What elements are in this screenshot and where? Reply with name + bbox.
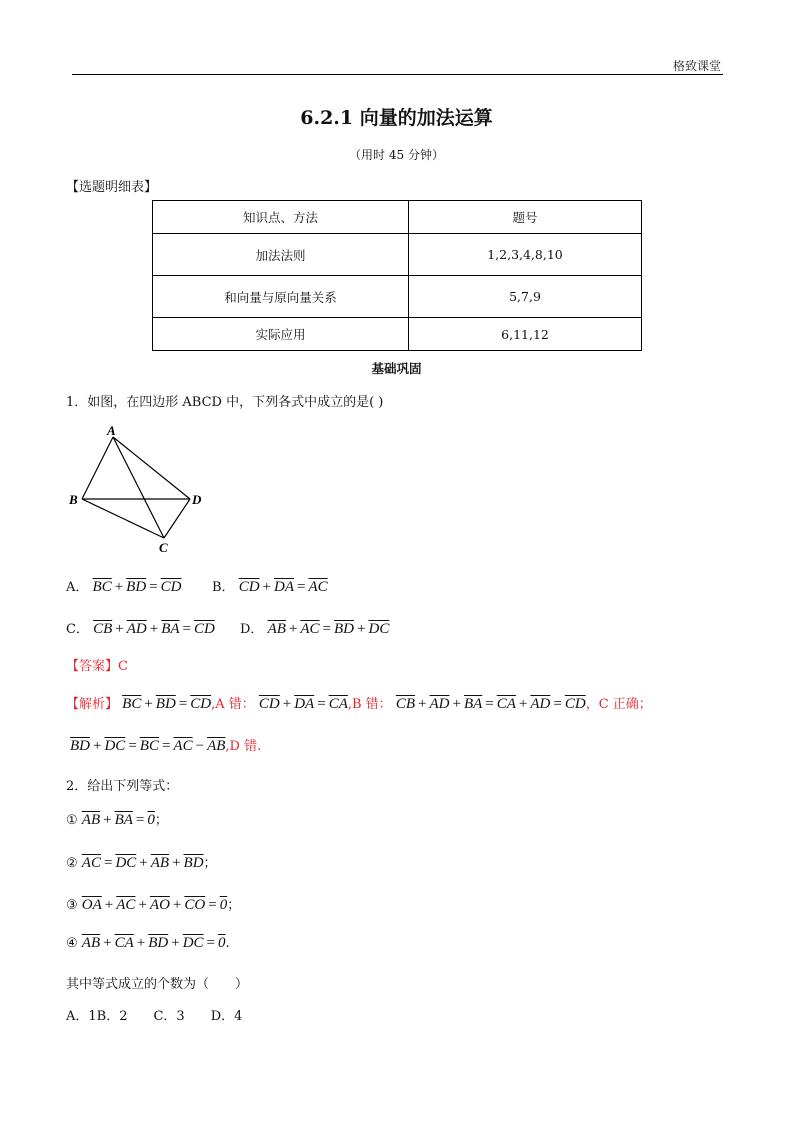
- header-rule: [72, 74, 723, 75]
- analysis-text: ,B 错：: [347, 697, 392, 712]
- q1-option-d[interactable]: [240, 618, 389, 638]
- operator: =: [485, 696, 494, 712]
- operator: =: [297, 579, 306, 595]
- vector: $\overline{CA}$: [328, 696, 348, 712]
- q1-option-b[interactable]: [212, 576, 328, 596]
- vector: $\overline{CB}$: [93, 621, 113, 637]
- item-mark: ③: [66, 898, 78, 913]
- operator: =: [553, 696, 562, 712]
- analysis-expr: [70, 739, 225, 754]
- section-heading: 基础巩固: [371, 361, 422, 376]
- table-header-row: [153, 201, 642, 234]
- operator: +: [288, 621, 298, 637]
- operator: =: [103, 855, 113, 871]
- edge-ad: [113, 437, 190, 499]
- option-label: A．: [66, 580, 89, 595]
- operator: +: [138, 897, 147, 913]
- quadrilateral-figure: [66, 420, 216, 560]
- edge-ab: [82, 437, 113, 499]
- operator: =: [182, 621, 191, 637]
- item-end: ；: [203, 856, 217, 871]
- answer-label: 【答案】: [66, 659, 119, 674]
- detail-table-label: 【选题明细表】: [66, 180, 158, 195]
- page-title: 6.2.1 向量的加法运算: [300, 107, 493, 129]
- table-header-cell: 题号: [409, 201, 642, 234]
- vector: $\overline{BC}$: [122, 696, 142, 712]
- operator: +: [171, 935, 180, 951]
- quadrilateral-diagram: [66, 420, 216, 560]
- operator: +: [357, 621, 366, 637]
- detail-table: [152, 200, 642, 351]
- vector: $\overline{CD}$: [194, 621, 215, 637]
- item-expr: [82, 936, 218, 951]
- vector: $\overline{BA}$: [463, 696, 483, 712]
- operator: +: [103, 935, 112, 951]
- table-cell: 6,11,12: [409, 318, 642, 351]
- vector: $\overline{BC}$: [92, 579, 112, 595]
- vector: $\overline{CA}$: [114, 935, 134, 951]
- analysis-label: 【解析】: [66, 697, 119, 712]
- vertex-label-c: C: [159, 540, 168, 555]
- vector: $\overline{DC}$: [182, 935, 204, 951]
- item-end: .: [225, 936, 230, 951]
- vertex-label-a: A: [107, 423, 116, 438]
- vector: $\overline{DC}$: [368, 621, 390, 637]
- diagonal-ac: [113, 437, 164, 538]
- edge-dc: [164, 499, 190, 538]
- operator: +: [136, 935, 146, 951]
- operator: +: [115, 621, 124, 637]
- vector: $\overline{CD}$: [190, 696, 212, 712]
- operator: +: [149, 621, 159, 637]
- operator: =: [322, 621, 332, 637]
- q2-item: [66, 852, 217, 872]
- operator: =: [161, 738, 171, 754]
- vector: $\overline{BA}$: [114, 812, 133, 828]
- page-subtitle: （用时 45 分钟）: [349, 148, 444, 162]
- vector: $\overline{DC}$: [104, 738, 126, 754]
- operator: =: [317, 696, 326, 712]
- vector: $\overline{AB}$: [81, 812, 101, 828]
- table-row: [153, 276, 642, 318]
- operator: −: [195, 738, 205, 754]
- table-cell: 实际应用: [153, 318, 409, 351]
- operator: +: [172, 855, 181, 871]
- table-row: [153, 234, 642, 276]
- vector: $\overline{DA}$: [294, 696, 315, 712]
- answer-value: C: [118, 659, 128, 674]
- analysis-text: ,A 错：: [211, 697, 255, 712]
- operator: +: [93, 738, 102, 754]
- q2-item: [66, 809, 168, 829]
- vertex-label-d: D: [192, 492, 202, 507]
- q2-item: [66, 894, 240, 914]
- analysis-expr: [396, 697, 586, 712]
- q1-answer: [66, 655, 128, 674]
- item-mark: ①: [66, 813, 78, 828]
- vector: $\overline{AC}$: [300, 621, 320, 637]
- table-cell: 和向量与原向量关系: [153, 276, 409, 318]
- operator: +: [144, 696, 153, 712]
- zero-vector: 0: [218, 935, 226, 951]
- operator: +: [518, 696, 528, 712]
- edge-bc: [82, 499, 164, 538]
- vector: $\overline{AC}$: [173, 738, 193, 754]
- vector: $\overline{CD}$: [160, 579, 182, 595]
- table-cell: 5,7,9: [409, 276, 642, 318]
- vector: $\overline{CO}$: [184, 897, 206, 913]
- vector: $\overline{BD}$: [183, 855, 204, 871]
- vector: $\overline{BD}$: [126, 579, 147, 595]
- vector: $\overline{OA}$: [81, 897, 102, 913]
- vector: $\overline{AC}$: [308, 579, 328, 595]
- q1-analysis-line-2: [70, 735, 261, 755]
- vector: $\overline{AC}$: [81, 855, 101, 871]
- vector: $\overline{DA}$: [274, 579, 295, 595]
- operator: +: [452, 696, 461, 712]
- operator: =: [149, 579, 158, 595]
- operator: =: [178, 696, 188, 712]
- q1-option-c[interactable]: [66, 618, 215, 638]
- operator: =: [208, 897, 217, 913]
- q2-choices[interactable]: A．1B．2 C．3 D．4: [66, 1009, 243, 1024]
- analysis-text: ,D 错.: [225, 739, 262, 754]
- analysis-expr: [259, 697, 348, 712]
- item-end: ；: [154, 813, 168, 828]
- vector: $\overline{CD}$: [258, 696, 280, 712]
- table-row: [153, 318, 642, 351]
- option-label: C．: [66, 622, 89, 637]
- vector: $\overline{AB}$: [81, 935, 101, 951]
- vector: $\overline{AB}$: [207, 738, 226, 754]
- item-expr: [82, 898, 220, 913]
- vector: $\overline{AC}$: [116, 897, 136, 913]
- operator: +: [282, 696, 292, 712]
- item-end: ；: [227, 898, 241, 913]
- vector: $\overline{CD}$: [238, 579, 260, 595]
- vector: $\overline{BD}$: [70, 738, 90, 754]
- vector: $\overline{BD}$: [334, 621, 355, 637]
- table-cell: 加法法则: [153, 234, 409, 276]
- vector: $\overline{BA}$: [161, 621, 180, 637]
- operator: +: [139, 855, 148, 871]
- vector: $\overline{AD}$: [126, 621, 147, 637]
- vector: $\overline{BC}$: [139, 738, 159, 754]
- q1-stem: 1．如图，在四边形 ABCD 中，下列各式中成立的是( ): [66, 395, 384, 410]
- analysis-expr: [122, 697, 211, 712]
- vector: $\overline{CD}$: [564, 696, 586, 712]
- zero-vector: 0: [219, 897, 228, 913]
- operator: +: [103, 812, 112, 828]
- operator: =: [128, 738, 137, 754]
- table-cell: 1,2,3,4,8,10: [409, 234, 642, 276]
- zero-vector: 0: [147, 812, 155, 828]
- q1-option-a[interactable]: [66, 576, 181, 596]
- item-expr: [82, 856, 204, 871]
- operator: +: [418, 696, 427, 712]
- vector: $\overline{CA}$: [496, 696, 516, 712]
- vector: $\overline{CB}$: [395, 696, 415, 712]
- vector: $\overline{BD}$: [155, 696, 176, 712]
- vector: $\overline{BD}$: [148, 935, 169, 951]
- vector: $\overline{AD}$: [530, 696, 551, 712]
- vector: $\overline{DC}$: [115, 855, 137, 871]
- vertex-label-b: B: [69, 492, 78, 507]
- q2-item: [66, 935, 230, 952]
- q2-prompt: 其中等式成立的个数为（ ）: [66, 977, 249, 992]
- header-brand: 格致课堂: [672, 59, 721, 73]
- item-mark: ④: [66, 936, 78, 951]
- item-mark: ②: [66, 856, 78, 871]
- option-label: B．: [212, 580, 235, 595]
- vector: $\overline{AO}$: [149, 897, 170, 913]
- option-label: D．: [240, 622, 264, 637]
- operator: +: [262, 579, 272, 595]
- item-expr: [82, 813, 148, 828]
- vector: $\overline{AB}$: [267, 621, 286, 637]
- q2-stem: 2．给出下列等式：: [66, 779, 179, 794]
- operator: +: [104, 897, 114, 913]
- operator: +: [172, 897, 182, 913]
- table-header-cell: 知识点、方法: [153, 201, 409, 234]
- operator: =: [206, 935, 216, 951]
- q1-analysis-line-1: [66, 693, 652, 713]
- vector: $\overline{AD}$: [429, 696, 450, 712]
- analysis-text: ，C 正确；: [585, 697, 652, 712]
- vector: $\overline{AB}$: [150, 855, 170, 871]
- operator: =: [135, 812, 145, 828]
- operator: +: [114, 579, 124, 595]
